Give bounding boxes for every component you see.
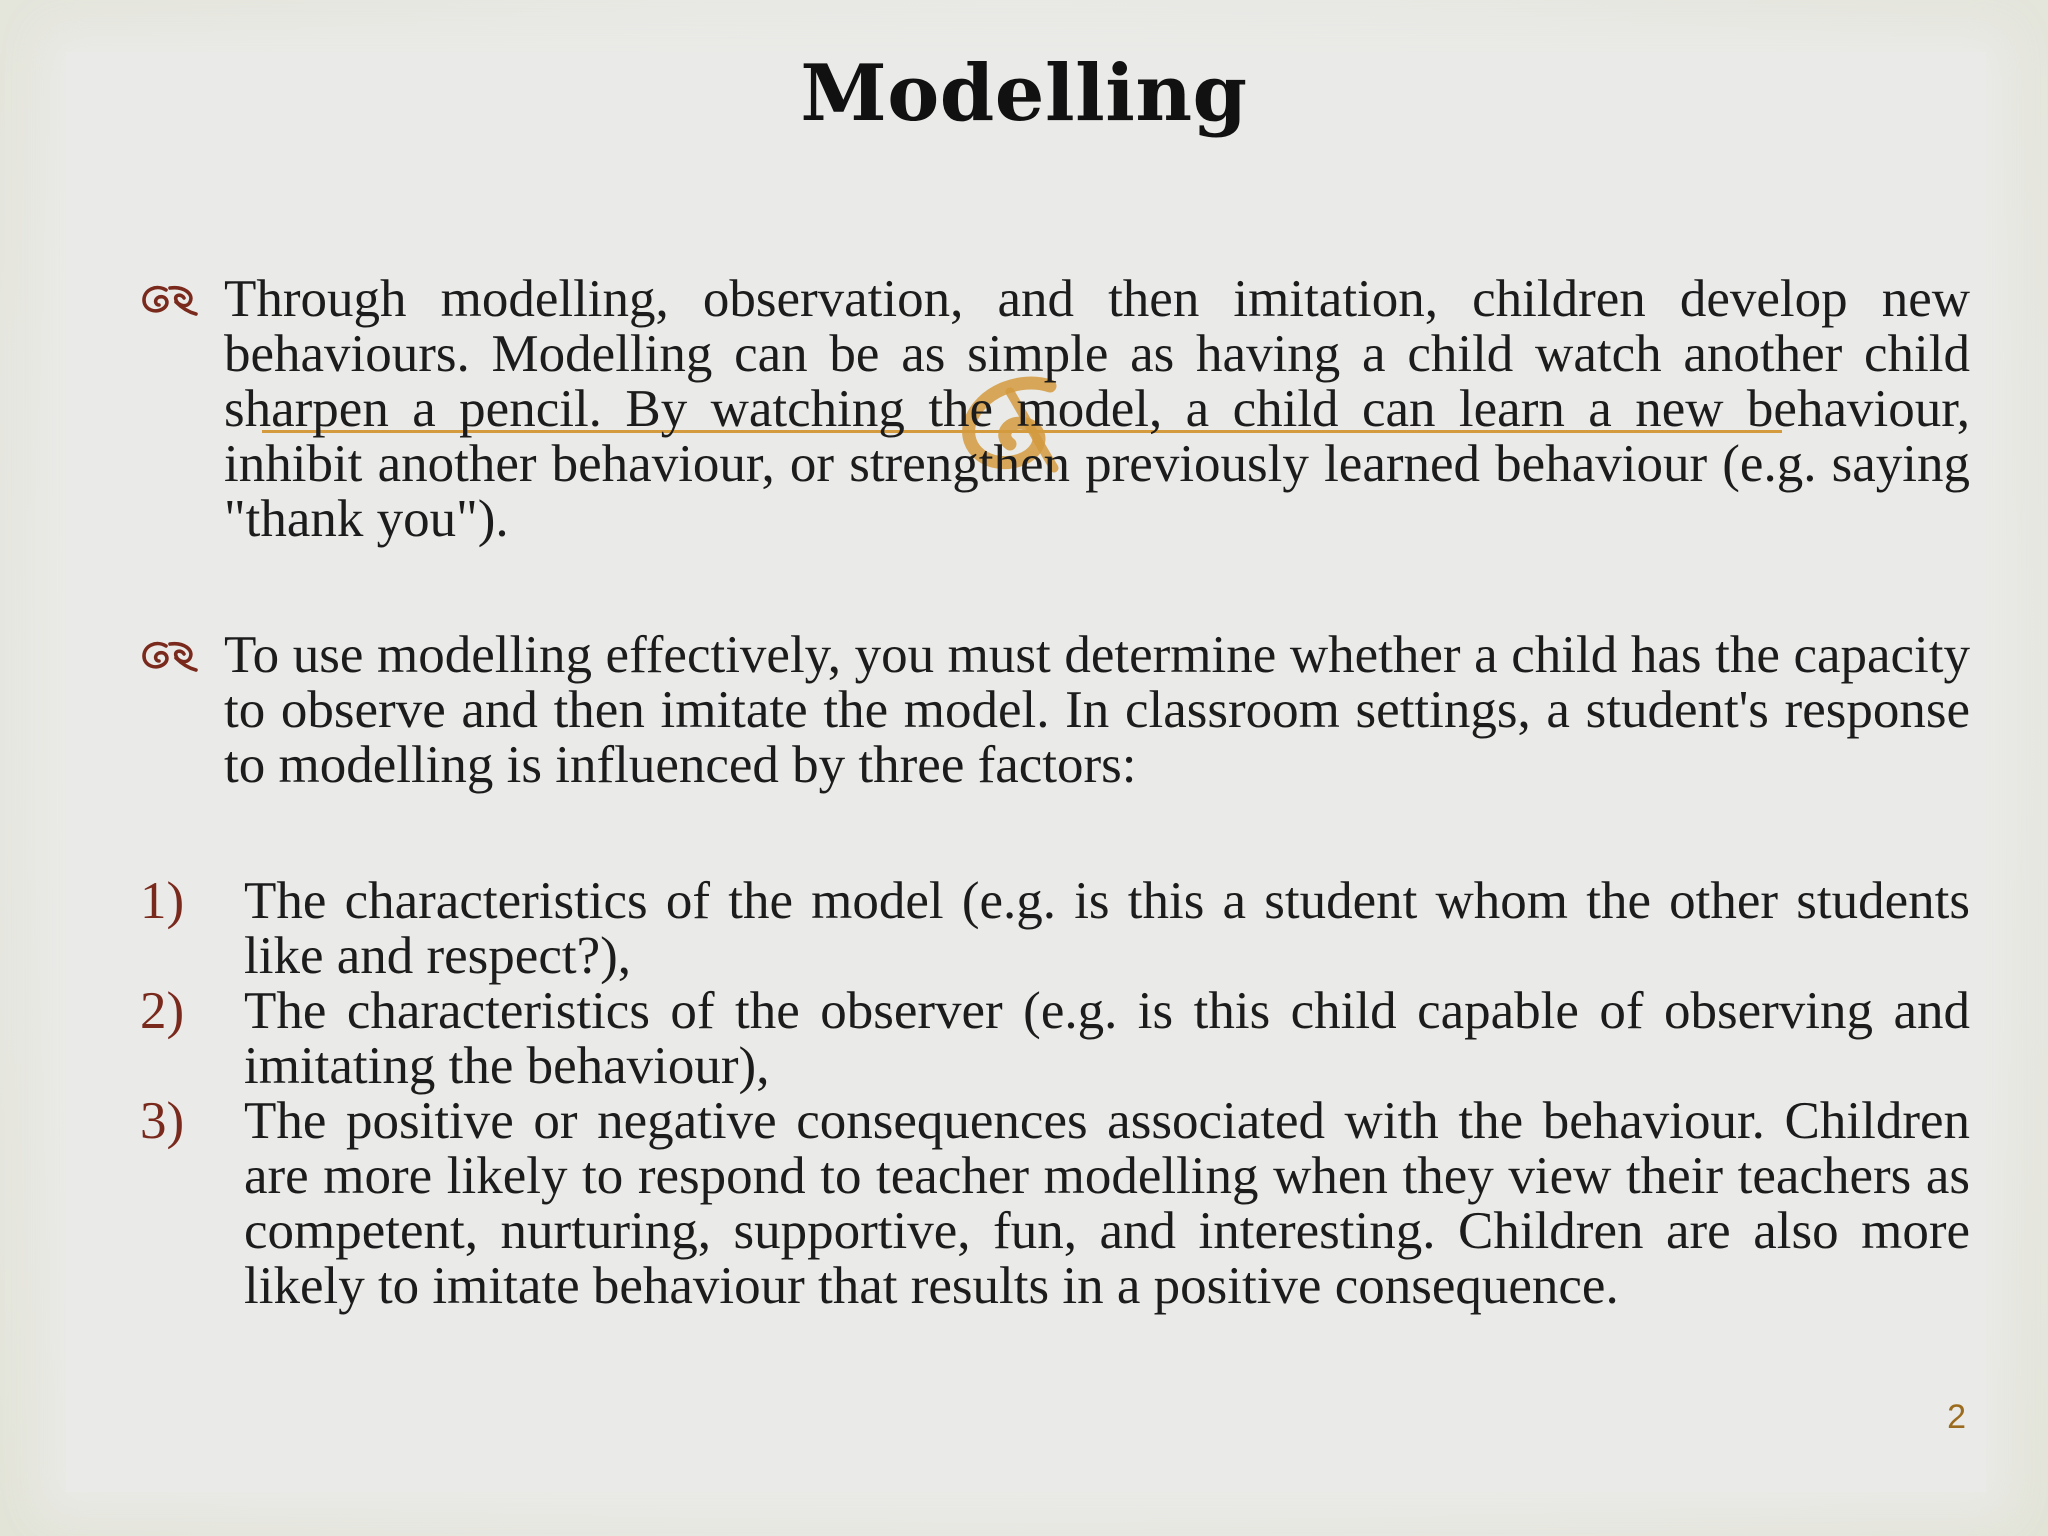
factor-item bbox=[140, 984, 1970, 1094]
factor-text: The positive or negative consequences associated with the behaviour. Children are more likely to respond to teacher modelling when they view their teachers as competent, nurturing, supportive, fun, and interesting. Children are also more likely to imitate behaviour that results in a positive consequence. bbox=[244, 1092, 1970, 1315]
ornamental-bullet-icon bbox=[140, 638, 198, 674]
factor-text: The characteristics of the observer (e.g. is this child capable of observing and imitating the behaviour), bbox=[244, 982, 1970, 1095]
bullet-text: Through modelling, observation, and then imitation, children develop new behaviours. Modelling can be as simple as having a child watch another child sharpen a pencil. By watching the model, a child can learn a new behaviour, inhibit another behaviour, or strengthen previously learned behaviour (e.g. saying "thank you"). bbox=[224, 270, 1970, 548]
factor-number: 2) bbox=[140, 982, 185, 1040]
factor-item bbox=[140, 874, 1970, 984]
factor-text: The characteristics of the model (e.g. is this a student whom the other students like and respect?), bbox=[244, 872, 1970, 985]
factor-item bbox=[140, 1094, 1970, 1314]
page-number: 2 bbox=[1947, 1398, 1966, 1436]
slide-content bbox=[140, 272, 1970, 1314]
bullet-item bbox=[140, 628, 1970, 793]
factor-number: 1) bbox=[140, 872, 185, 930]
bullet-text: To use modelling effectively, you must determine whether a child has the capacity to observe and then imitate the model. In classroom settings, a student's response to modelling is influenced by three factors: bbox=[224, 626, 1970, 794]
slide-title: Modelling bbox=[800, 48, 1248, 139]
factor-number: 3) bbox=[140, 1092, 185, 1150]
ornamental-bullet-icon bbox=[140, 282, 198, 318]
bullet-item bbox=[140, 272, 1970, 547]
